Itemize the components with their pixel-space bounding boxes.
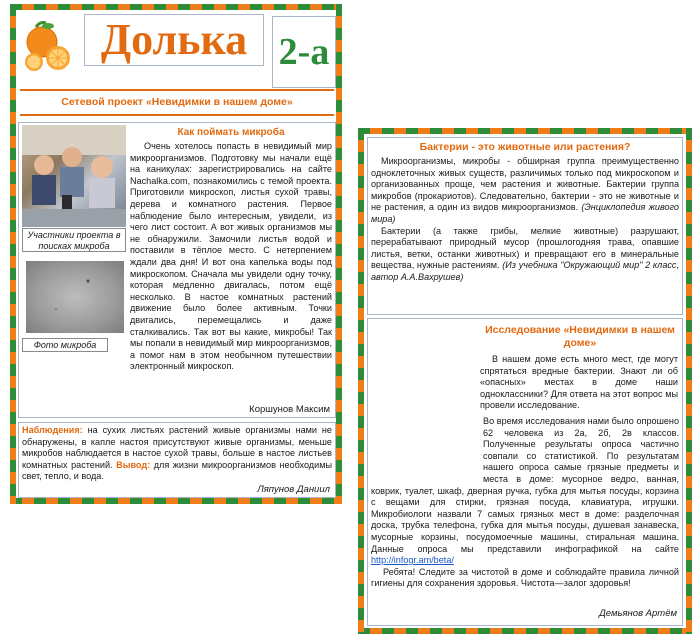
- border-bottom: [10, 498, 342, 504]
- observation-label: Наблюдения:: [22, 425, 83, 435]
- border-right: [686, 128, 692, 634]
- border-right: [336, 4, 342, 504]
- research-text: [371, 416, 679, 594]
- bacteria-source-2: (Из учебника "Окружающий мир" 2 класс, автор А.А.Вахрушев): [371, 260, 679, 282]
- border-bottom: [358, 628, 692, 634]
- border-top: [10, 4, 342, 10]
- research-author: Демьянов Артём: [599, 608, 677, 619]
- article-text: [130, 141, 332, 403]
- kids-photo: [22, 125, 126, 227]
- conclusion-body: для жизни микроорганизмов необходимы свет, тепло, и вода.: [22, 459, 332, 482]
- research-call: Ребята! Следите за чистотой в доме и соблюдайте правила личной гигиены для сохранения здоровья. Чистота—залог здоровья!: [371, 566, 679, 589]
- research-body: Во время исследования нами было опрошено 62 человека из 2а, 2б, 2в классов. Полученные результаты опроса частично совпали со статистикой. По результатам нашего опроса самые грязные предметы и места в доме: мусорное ведро, ванная, коврик, туалет, шкаф, дверная ручка, губка для мытья посуды, корзина с вещами для стирки, грязная посуда, клавиатура, игрушки. Микробиологи назвали 7 самых грязных мест в доме: разделочная доска, трубка телефона, губка для мытья посуды, душевая занавеска, мусорные корзины, посудомоечные машины, стиральная машина. Данные опроса мы представили инфографикой на сайте: [371, 416, 679, 554]
- project-title-rule: [20, 89, 334, 91]
- masthead-title: Долька: [84, 14, 264, 66]
- observation-body: на сухих листьях растений живые организмы нами не обнаружены, в капле настоя присутствуют живые организмы, меньше микробов наблюдается в настое сухой травы, больше в настое листьев комнатных растений.: [22, 425, 332, 470]
- microbe-photo: [26, 261, 124, 333]
- article-body: Очень хотелось попасть в невидимый мир микроорганизмов. Подготовку мы начали ещё на каникулах: зарегистрировались на сайте Nachalka.com, познакомились с темой проекта. Приготовили микроскоп, листья сухой травы, дерева и комнатного растения. Первое наблюдение было интересным, увидели, из чего лист состоит. А вот живых организмов мы не обнаружили. Замочили листья водой и поставили в тёплое место. С нетерпением ждали два дня! И вот она капелька воды под микроскопом. Сначала мы увидели одну точку, которая медленно двигалась, потом ещё несколько. В настое комнатных растений движение было более активным. Точки двигались, перемещались и даже сталкивались. Так вот вы какие, микробы! Так мы попали в невидимый мир микроорганизмов, а помог нам в этом необычном путешествии электронный микроскоп.: [130, 141, 332, 372]
- research-text-intro: В нашем доме есть много мест, где могут спрятаться вредные бактерии. Знают ли об «опасных» местах в доме наши одноклассники? Для ответа на этот вопрос мы провели исследование.: [480, 354, 678, 411]
- bacteria-text-2: Бактерии (а также грибы, мелкие животные) разрушают, перерабатывают природный мусор (прошлогодняя трава, опавшие листья, ветки, останки животных) и превращают его в минеральные вещества, нужные растениям.: [371, 225, 679, 271]
- grade-label: 2-а: [272, 16, 336, 88]
- bacteria-text-1: Микроорганизмы, микробы - обширная группа преимущественно одноклеточных живых существ, различимых только под микроскопом и организованных проще, чем растения и животные. Бактерии группа микробов (прокариотов). Следовательно, бактерии - это не животные и не растения, а один из видов микроорганизмов.: [371, 156, 679, 213]
- bacteria-source-1: (Энциклопедия живого мира): [371, 202, 679, 224]
- article-title: Как поймать микроба: [177, 127, 285, 138]
- research-title: Исследование «Невидимки в нашем доме»: [485, 324, 675, 349]
- project-title-rule-bottom: [20, 114, 334, 116]
- newsletter-page-2: [358, 128, 692, 634]
- orange-logo: [22, 18, 76, 74]
- border-left: [10, 4, 16, 504]
- conclusion-label: Вывод:: [112, 459, 151, 470]
- observation-text: [22, 425, 332, 483]
- newsletter-page-1: [10, 4, 342, 504]
- border-top: [358, 128, 692, 134]
- caption-kids-photo: Участники проекта в поисках микроба: [22, 228, 126, 252]
- caption-microbe-photo: Фото микроба: [22, 338, 108, 352]
- project-title: Сетевой проект «Невидимки в нашем доме»: [61, 96, 293, 108]
- infogram-link[interactable]: http://infogr.am/beta/: [371, 555, 454, 566]
- masthead: [20, 12, 334, 86]
- article-author: Коршунов Максим: [249, 404, 330, 415]
- border-left: [358, 128, 364, 634]
- bacteria-title: Бактерии - это животные или растения?: [419, 141, 631, 153]
- observation-author: Ляпунов Даниил: [257, 484, 330, 495]
- bacteria-text: [371, 156, 679, 311]
